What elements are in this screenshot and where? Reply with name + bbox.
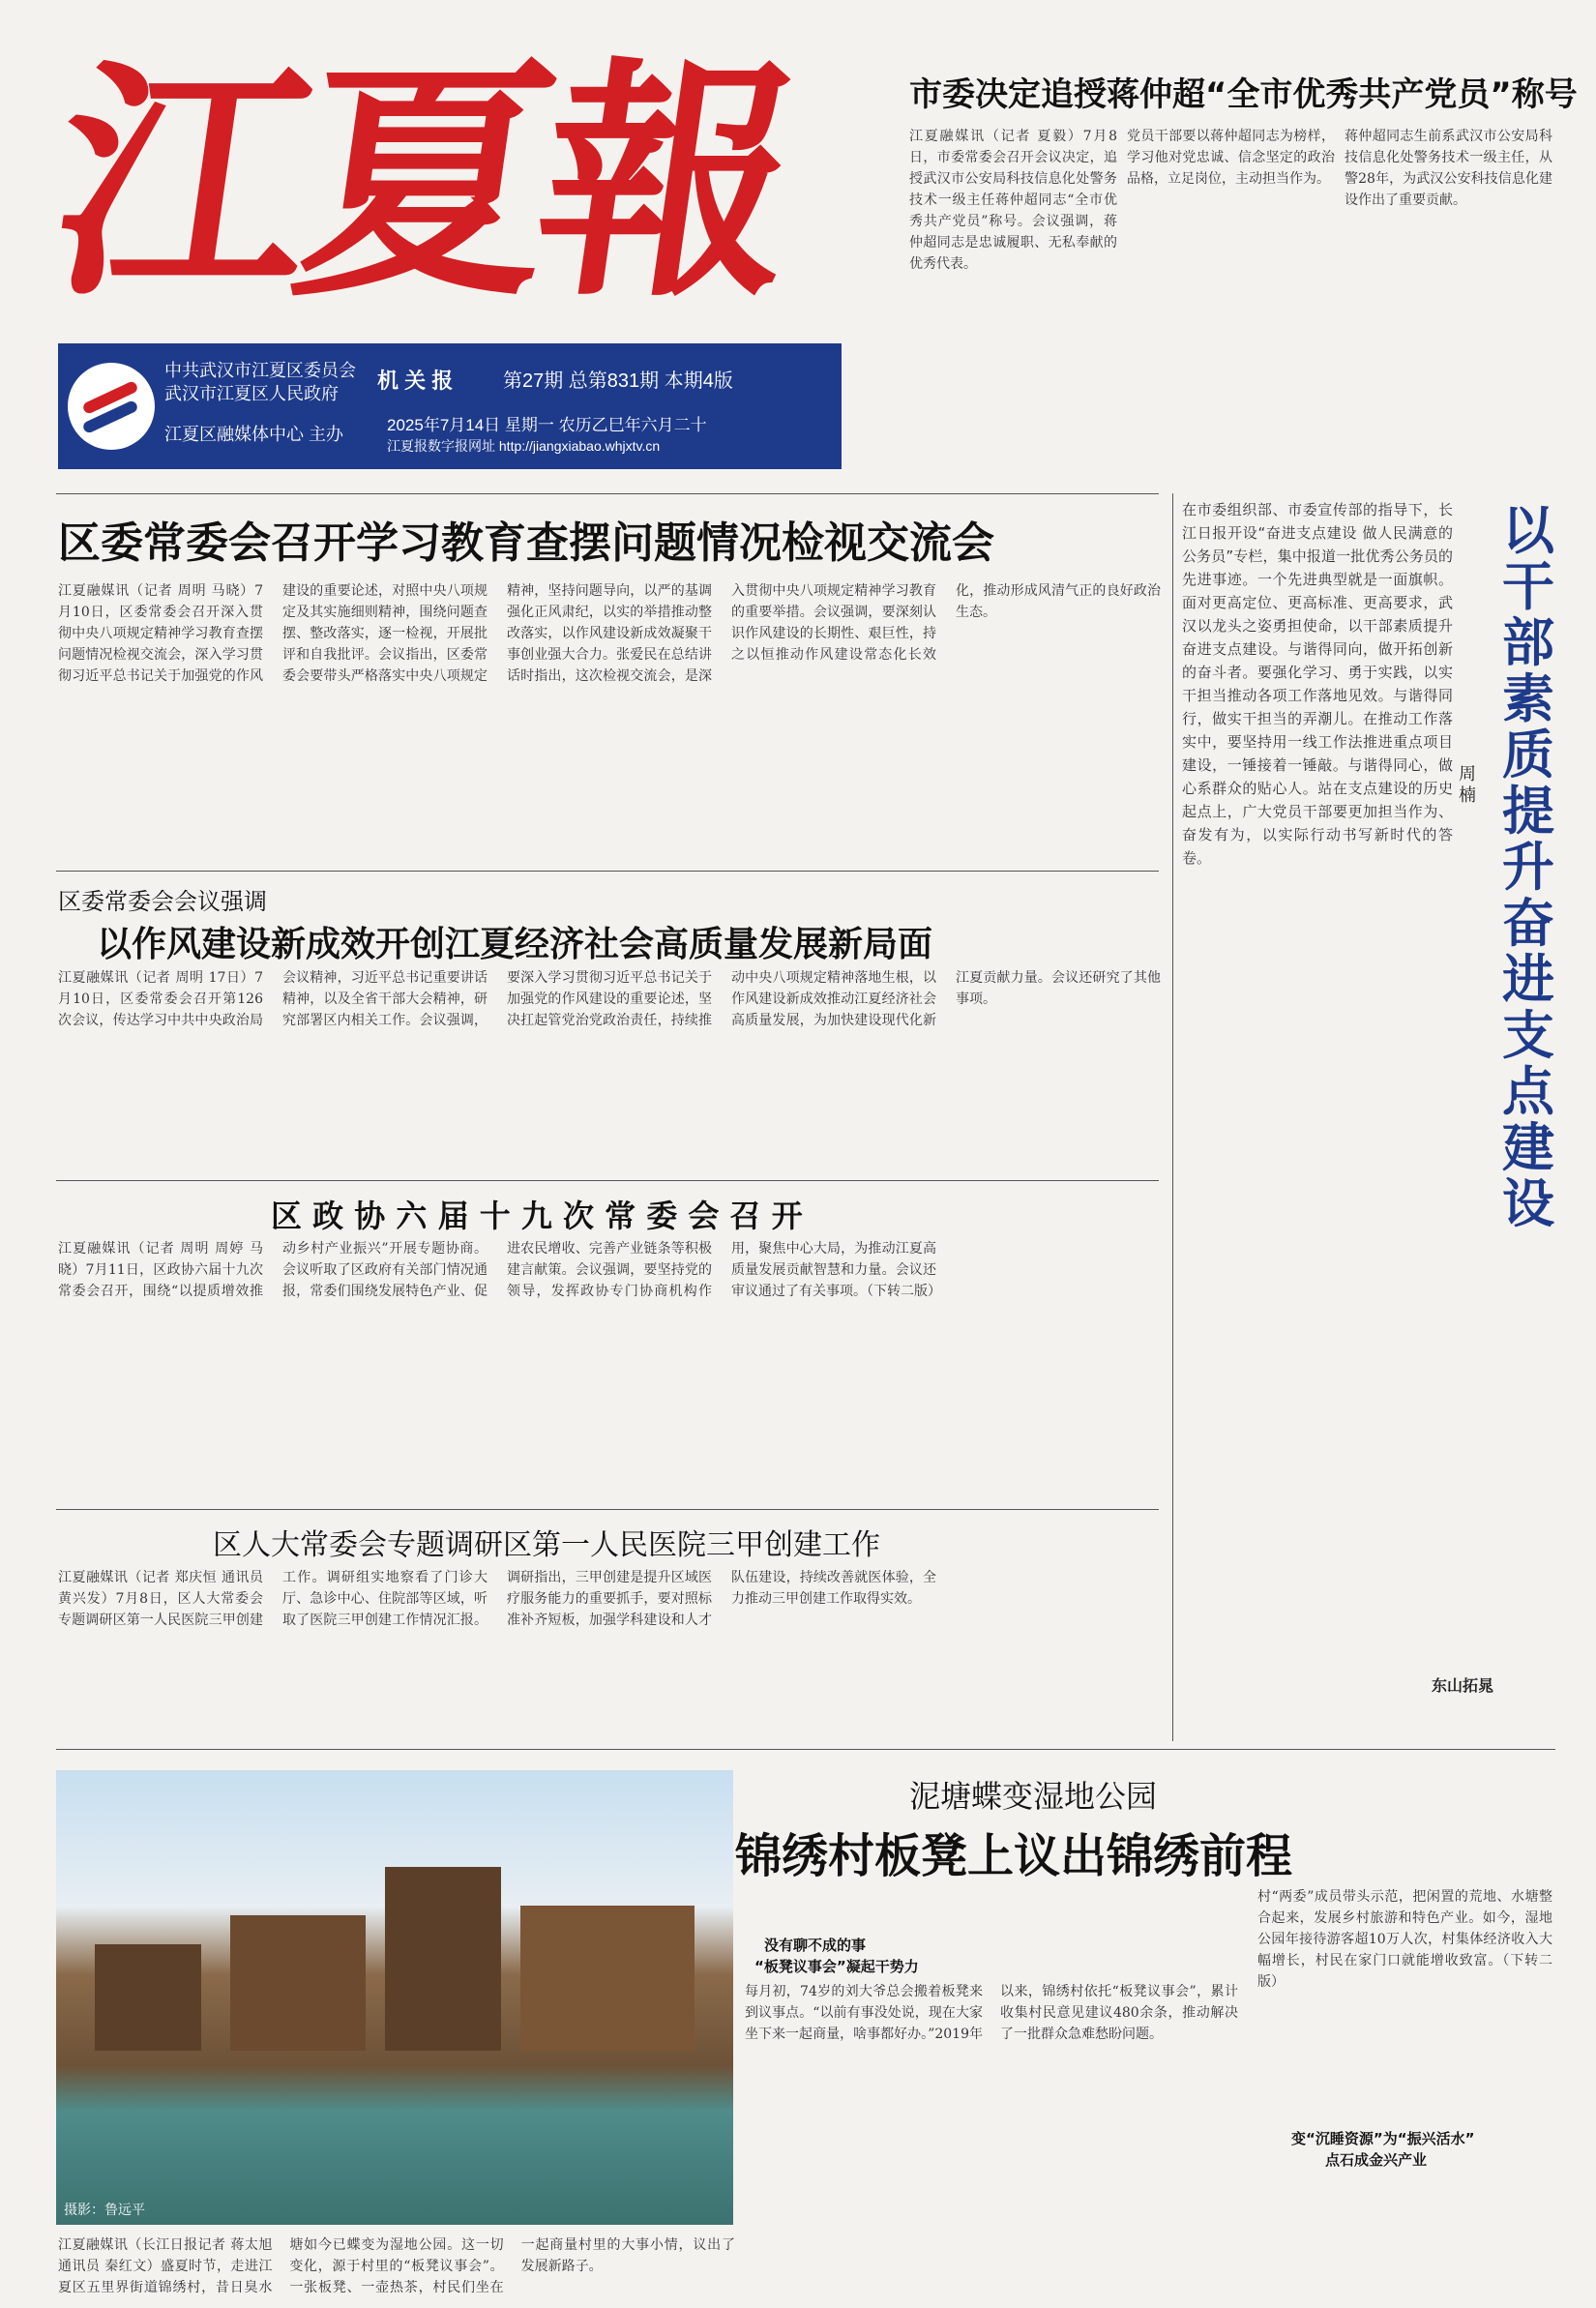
divider [56, 1180, 1159, 1181]
sub3-text: 江夏融媒讯（记者 郑庆恒 通讯员 黄兴发）7月8日，区人大常委会专题调研区第一人民医院三甲创建工作。调研组实地察看了门诊大厅、急诊中心、住院部等区域，听取了医院三甲创建工作情况汇报。调研指出，三甲创建是提升区域医疗服务能力的重要抓手，要对照标准补齐短板，加强学科建设和人才队伍建设，持续改善就医体验，全力推动三甲创建工作取得实效。 [58, 1570, 936, 1628]
main-story-text: 江夏融媒讯（记者 周明 马晓）7月10日，区委常委会召开深入贯彻中央八项规定精神学习教育查摆问题情况检视交流会，深入学习贯彻习近平总书记关于加强党的作风建设的重要论述，对照中央八项规定及其实施细则精神，围绕问题查摆、整改落实，逐一检视，开展批评和自我批评。会议指出，区委常委会要带头严格落实中央八项规定精神，坚持问题导向，以严的基调强化正风肃纪，以实的举措推动整改落实，以作风建设新成效凝聚干事创业强大合力。张爱民在总结讲话时指出，这次检视交流会，是深入贯彻中央八项规定精神学习教育的重要举措。会议强调，要深刻认识作风建设的长期性、艰巨性，持之以恒推动作风建设常态化长效化，推动形成风清气正的良好政治生态。 [58, 583, 1161, 684]
sub1-headline: 以作风建设新成效开创江夏经济社会高质量发展新局面 [97, 925, 933, 964]
commentary-text: 在市委组织部、市委宣传部的指导下，长江日报开设“奋进支点建设 做人民满意的公务员”专栏，集中报道一批优秀公务员的先进事迹。一个先进典型就是一面旗帜。面对更高定位、更高标准、更高要求，武汉以龙头之姿勇担使命，以干部素质提升奋进支点建设。与谐得同向，做开拓创新的奋斗者。要强化学习、勇于实践，以实干担当推动各项工作落地见效。与谐得同行，做实干担当的弄潮儿。在推动工作落实中，要坚持用一线工作法推进重点项目建设，一锤接着一锤敲。与谐得同心，做心系群众的贴心人。站在支点建设的历史起点上，广大党员干部要更加担当作为、奋发有为，以实际行动书写新时代的答卷。 [1182, 501, 1453, 867]
feature-text-right: 村“两委”成员带头示范，把闲置的荒地、水塘整合起来，发展乡村旅游和特色产业。如今，湿地公园年接待游客超10万人次，村集体经济收入大幅增长，村民在家门口就能增收致富。（下转二版） [1257, 1889, 1552, 1990]
issue-info: 第27期 总第831期 本期4版 [503, 370, 733, 392]
issue-date: 2025年7月14日 星期一 农历乙巳年六月二十 [387, 416, 707, 434]
masthead-title: 江夏報 [37, 36, 805, 331]
top-right-col3: 蒋仲超同志生前系武汉市公安局科技信息化处警务技术一级主任，从警28年，为武汉公安科技信息化建设作出了重要贡献。 [1345, 129, 1552, 208]
feature-subhead2: 变“沉睡资源”为“振兴活水” [1291, 2130, 1475, 2147]
org-line2: 武汉市江夏区人民政府 [164, 384, 339, 403]
sub1-text: 江夏融媒讯（记者 周明 17日）7月10日，区委常委会召开第126次会议，传达学习中共中央政治局会议精神，习近平总书记重要讲话精神，以及全省干部大会精神，研究部署区内相关工作。会议强调，要深入学习贯彻习近平总书记关于加强党的作风建设的重要论述，坚决扛起管党治党政治责任，持续推动中央八项规定精神落地生根，以作风建设新成效推动江夏经济社会高质量发展，为加快建设现代化新江夏贡献力量。会议还研究了其他事项。 [58, 970, 1161, 1028]
feature-headline: 锦绣村板凳上议出锦绣前程 [735, 1829, 1293, 1883]
photo-credit: 摄影：鲁远平 [64, 2203, 145, 2218]
divider [56, 871, 1159, 872]
publisher: 江夏区融媒体中心 主办 [164, 425, 343, 444]
org-type: 机 关 报 [377, 369, 454, 393]
media-center-logo-icon [68, 363, 155, 450]
divider [56, 1509, 1159, 1510]
sub2-text: 江夏融媒讯（记者 周明 周婷 马晓）7月11日，区政协六届十九次常委会召开，围绕“以提质增效推动乡村产业振兴”开展专题协商。会议听取了区政府有关部门情况通报，常委们围绕发展特色产业、促进农民增收、完善产业链条等积极建言献策。会议强调，要坚持党的领导，发挥政协专门协商机构作用，聚焦中心大局，为推动江夏高质量发展贡献智慧和力量。会议还审议通过了有关事项。（下转二版） [58, 1241, 941, 1299]
digital-url[interactable]: 江夏报数字报网址 http://jiangxiabao.whjxtv.cn [387, 438, 661, 454]
column-divider [1172, 493, 1173, 1741]
feature-text-left: 江夏融媒讯（长江日报记者 蒋太旭 通讯员 秦红文）盛夏时节，走进江夏区五里界街道锦绣村，昔日臭水塘如今已蝶变为湿地公园。这一切变化，源于村里的“板凳议事会”。一张板凳、一壶热茶，村民们坐在一起商量村里的大事小情，议出了发展新路子。 [58, 2237, 735, 2295]
feature-kicker: 泥塘蝶变湿地公园 [909, 1778, 1158, 1815]
feature-subhead1b: “板凳议事会”凝起干势力 [754, 1958, 919, 1975]
feature-subhead2b: 点石成金兴产业 [1325, 2151, 1428, 2169]
commentary-headline: 以干部素质提升奋进支点建设 [1502, 500, 1554, 1234]
masthead-info-bar [58, 343, 842, 469]
sub2-headline: 区 政 协 六 届 十 九 次 常 委 会 召 开 [271, 1198, 803, 1234]
sub1-kicker: 区委常委会会议强调 [58, 888, 267, 915]
feature-text-mid: 每月初，74岁的刘大爷总会搬着板凳来到议事点。“以前有事没处说，现在大家坐下来一起商量，啥事都好办。”2019年以来，锦绣村依托“板凳议事会”，累计收集村民意见建议480余条，推动解决了一批群众急难愁盼问题。 [745, 1984, 1238, 2042]
feature-subhead1: 没有聊不成的事 [764, 1937, 867, 1954]
top-right-col2: 党员干部要以蒋仲超同志为榜样，学习他对党忠诚、信念坚定的政治品格，立足岗位，主动担当作为。 [1127, 129, 1335, 187]
wetland-photo [56, 1770, 733, 2225]
divider [56, 493, 1159, 494]
org-line1: 中共武汉市江夏区委员会 [164, 361, 356, 380]
sub3-headline: 区人大常委会专题调研区第一人民医院三甲创建工作 [213, 1528, 880, 1562]
commentary-author: 周楠 [1459, 764, 1476, 806]
stamp-logo: 东山拓晁 [1432, 1676, 1494, 1695]
top-right-col1: 江夏融媒讯（记者 夏毅）7月8日，市委常委会召开会议决定，追授武汉市公安局科技信息化处警务技术一级主任蒋仲超同志“全市优秀共产党员”称号。会议强调，蒋仲超同志是忠诚履职、无私奉献的优秀代表。 [909, 129, 1117, 272]
main-headline: 区委常委会召开学习教育查摆问题情况检视交流会 [58, 518, 994, 568]
top-right-headline: 市委决定追授蒋仲超“全市优秀共产党员”称号 [909, 75, 1578, 114]
divider [56, 1749, 1555, 1750]
